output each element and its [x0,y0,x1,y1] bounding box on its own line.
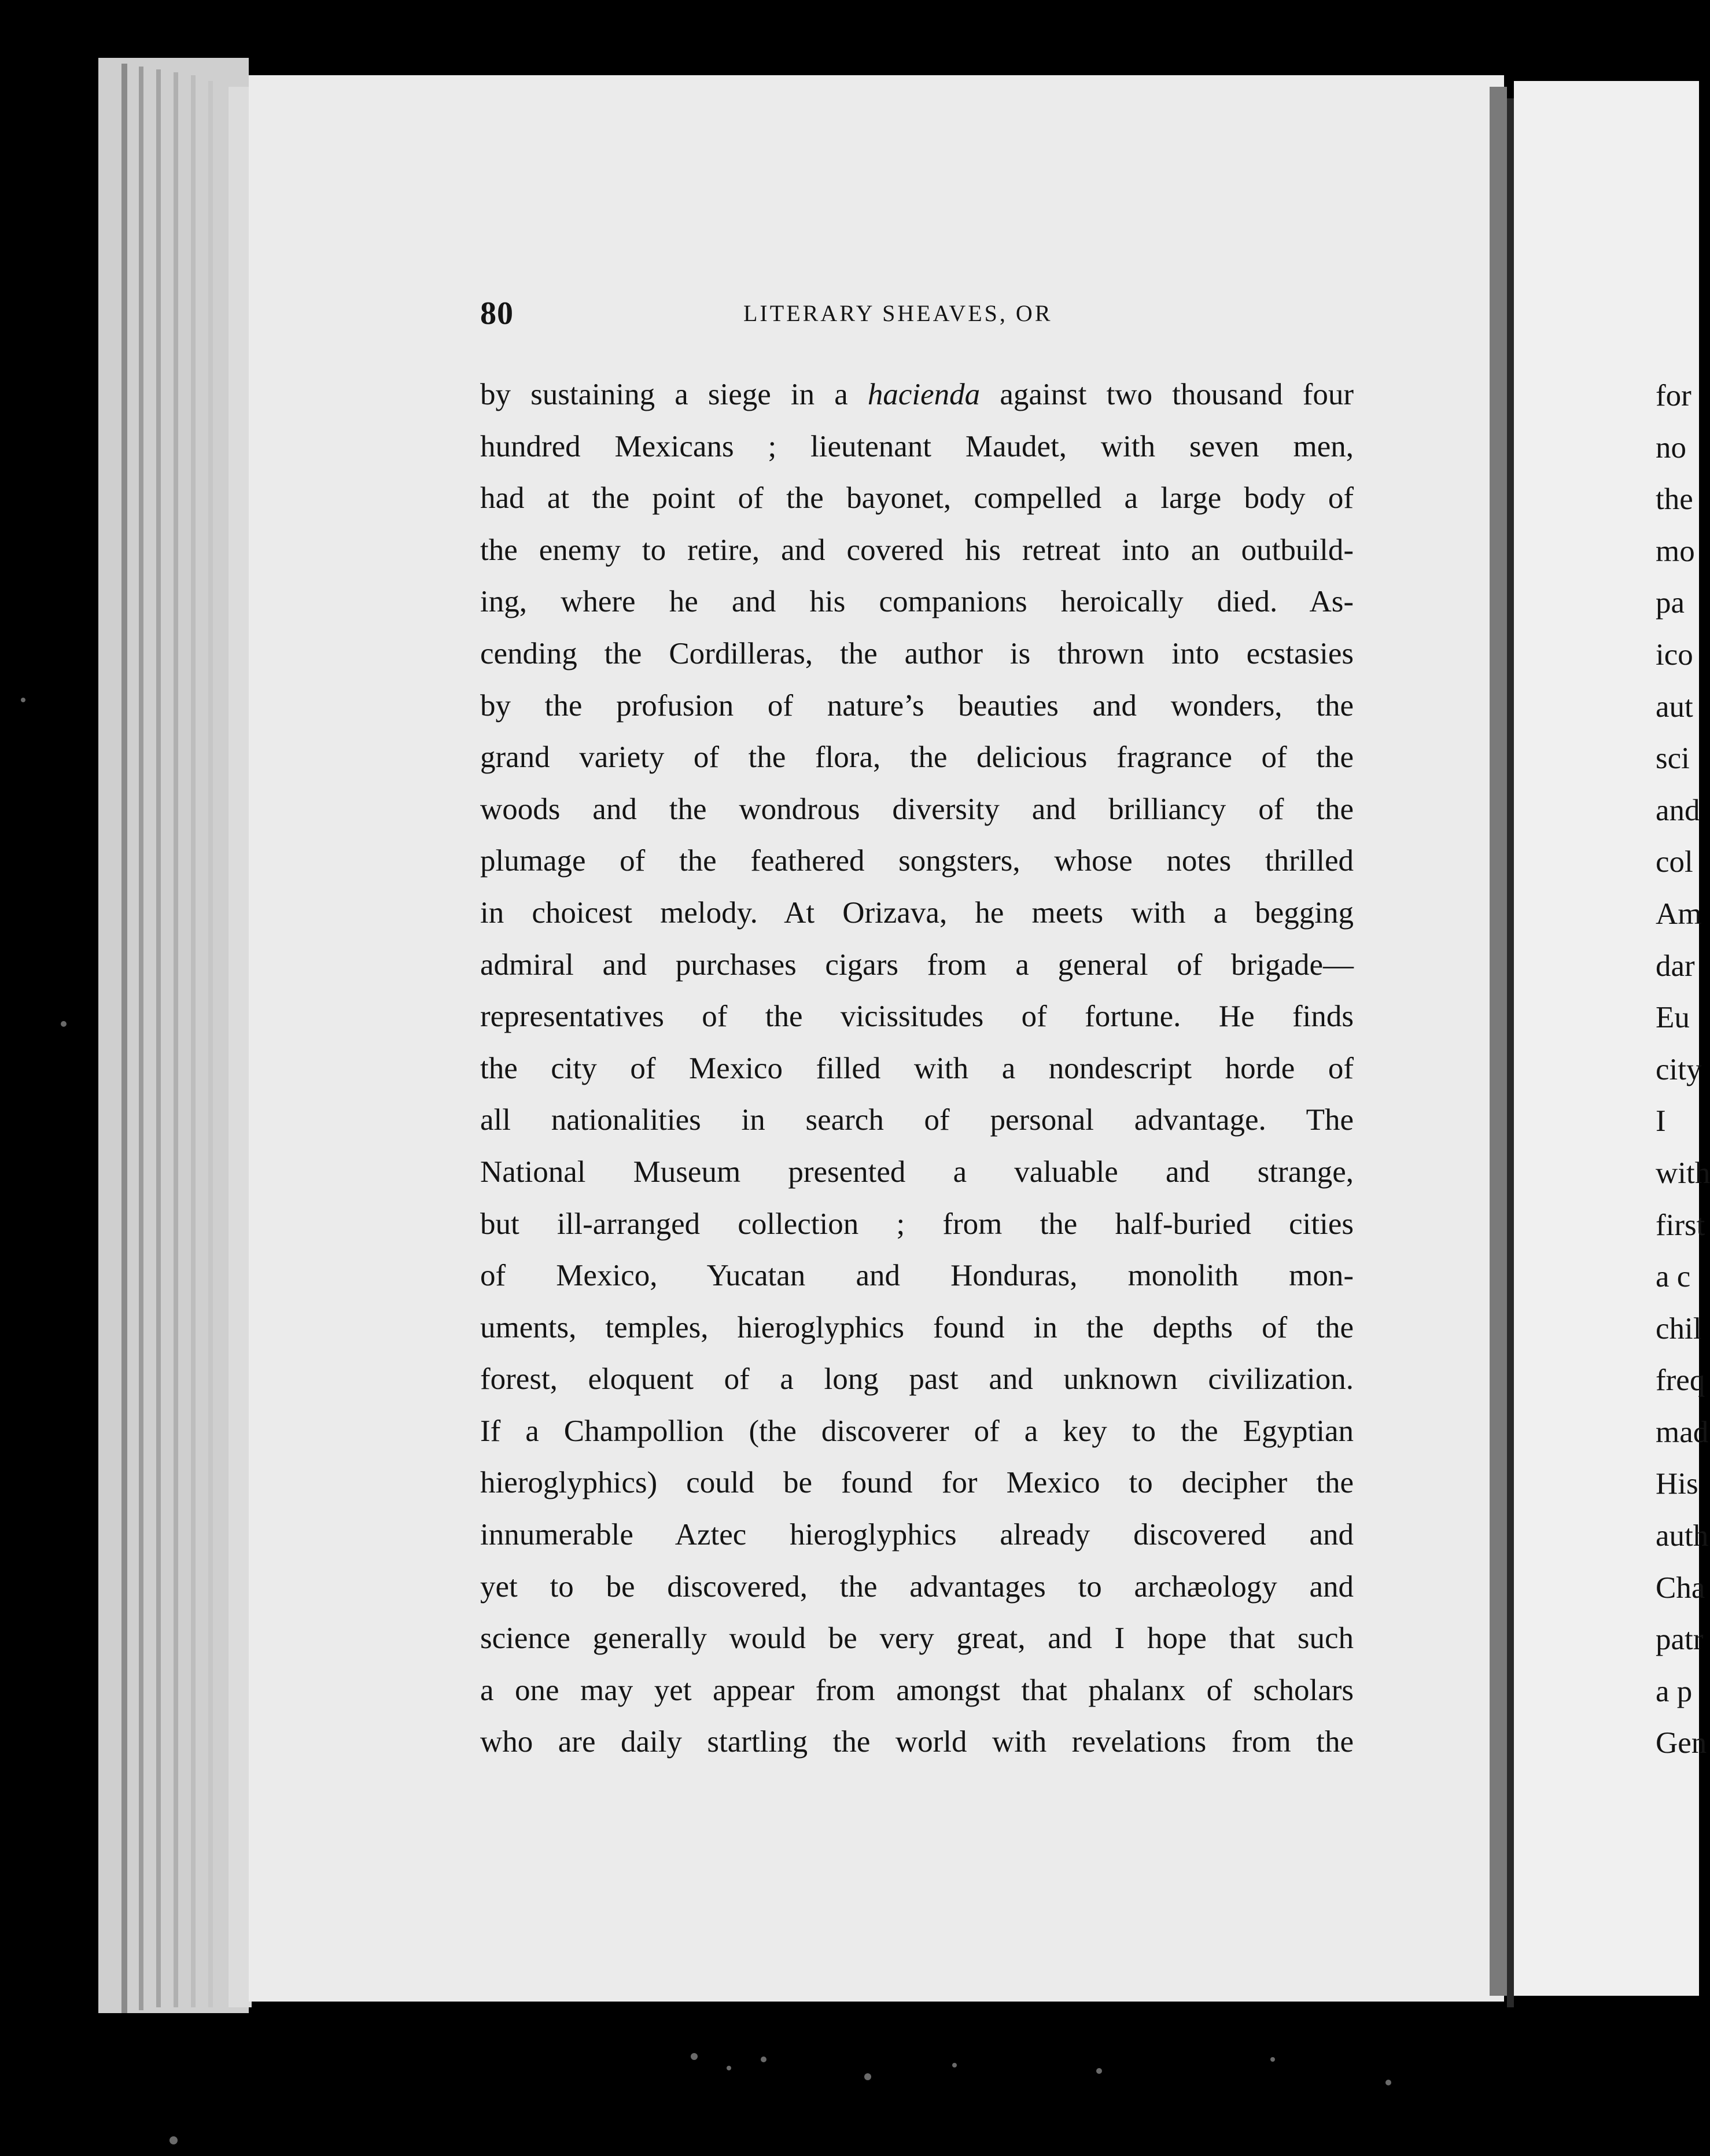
right-page-fragment: first [1656,1208,1705,1242]
right-page-fragment: Am [1656,897,1702,931]
text-line: the city of Mexico filled with a nondescript horde of [480,1051,1354,1085]
right-page-fragment: city [1656,1052,1702,1086]
text-line: forest, eloquent of a long past and unknown civilization. [480,1362,1354,1396]
text-line: in choicest melody. At Orizava, he meets with a begging [480,895,1354,930]
right-page-fragment: the [1656,482,1693,517]
page-number: 80 [480,296,514,331]
right-page-fragment: a p [1656,1674,1693,1708]
right-page-fragment: mad [1656,1415,1709,1449]
running-title: LITERARY SHEAVES, OR [743,300,1053,326]
text-line: all nationalities in search of personal advantage. The [480,1103,1354,1137]
right-page-fragment: and [1656,793,1700,827]
right-page-fragment: auth [1656,1519,1709,1553]
text-line: representatives of the vicissitudes of fortune. He finds [480,1000,1354,1034]
text-line: hieroglyphics) could be found for Mexico to decipher the [480,1466,1354,1500]
text-line: but ill-arranged collection ; from the half-buried cities [480,1207,1354,1241]
right-page-fragment: mo [1656,534,1695,568]
text-line: admiral and purchases cigars from a general of brigade— [480,948,1354,982]
text-line: innumerable Aztec hieroglyphics already discovered and [480,1518,1354,1552]
text-line: cending the Cordilleras, the author is thrown into ecstasies [480,636,1354,670]
right-page-fragment: I [1656,1104,1666,1138]
right-page-fragment: chil [1656,1311,1702,1346]
page-edges [98,58,252,2013]
right-page-fragment: col [1656,845,1693,879]
right-page-fragment: dar [1656,949,1695,983]
italic-word: hacienda [867,378,981,411]
right-page-fragment: patr [1656,1623,1704,1657]
text-line: the enemy to retire, and covered his retreat into an outbuild- [480,533,1354,567]
line-segment: by sustaining a siege in a [480,378,868,411]
text-line: uments, temples, hieroglyphics found in the depths of the [480,1310,1354,1344]
text-line: had at the point of the bayonet, compelled a large body of [480,481,1354,515]
right-page-fragment: Eu [1656,1001,1690,1035]
gutter-shadow [1490,87,1507,1996]
right-page-fragment: a c [1656,1260,1691,1294]
text-line: ing, where he and his companions heroically died. As- [480,585,1354,619]
left-page-content [480,295,1354,1811]
text-line: plumage of the feathered songsters, whose notes thrilled [480,844,1354,878]
right-page-fragment: ico [1656,637,1693,672]
right-page-content [1656,370,1710,1828]
line-segment: against two thousand four [980,378,1354,411]
right-page-fragment: Cha [1656,1571,1705,1605]
text-line: yet to be discovered, the advantages to archæology and [480,1569,1354,1604]
right-page-fragment: no [1656,430,1686,465]
body-paragraph [480,369,1354,1768]
text-line: hundred Mexicans ; lieutenant Maudet, with seven men, [480,429,1354,463]
text-line: who are daily startling the world with revelations from the [480,1725,1354,1759]
text-line: grand variety of the flora, the delicious fragrance of the [480,740,1354,775]
right-page-fragment: for [1656,379,1691,412]
right-page-fragment: aut [1656,690,1693,724]
right-page-fragment: freq [1656,1363,1705,1398]
right-page-fragment: pa [1656,586,1685,620]
text-line: of Mexico, Yucatan and Honduras, monolith mon- [480,1259,1354,1293]
right-page-fragment: Gen [1656,1726,1707,1760]
right-page-fragment: sci [1656,742,1690,776]
text-line: science generally would be very great, and I hope that such [480,1621,1354,1656]
text-line [480,369,1354,421]
running-head [480,295,1354,336]
text-line: If a Champollion (the discoverer of a key to the Egyptian [480,1414,1354,1448]
right-page-fragment: His [1656,1467,1698,1501]
right-page-fragment: with [1656,1156,1710,1190]
text-line: by the profusion of nature’s beauties and wonders, the [480,688,1354,723]
text-line: woods and the wondrous diversity and brilliancy of the [480,792,1354,826]
text-line: a one may yet appear from amongst that phalanx of scholars [480,1673,1354,1707]
text-line: National Museum presented a valuable and strange, [480,1155,1354,1189]
